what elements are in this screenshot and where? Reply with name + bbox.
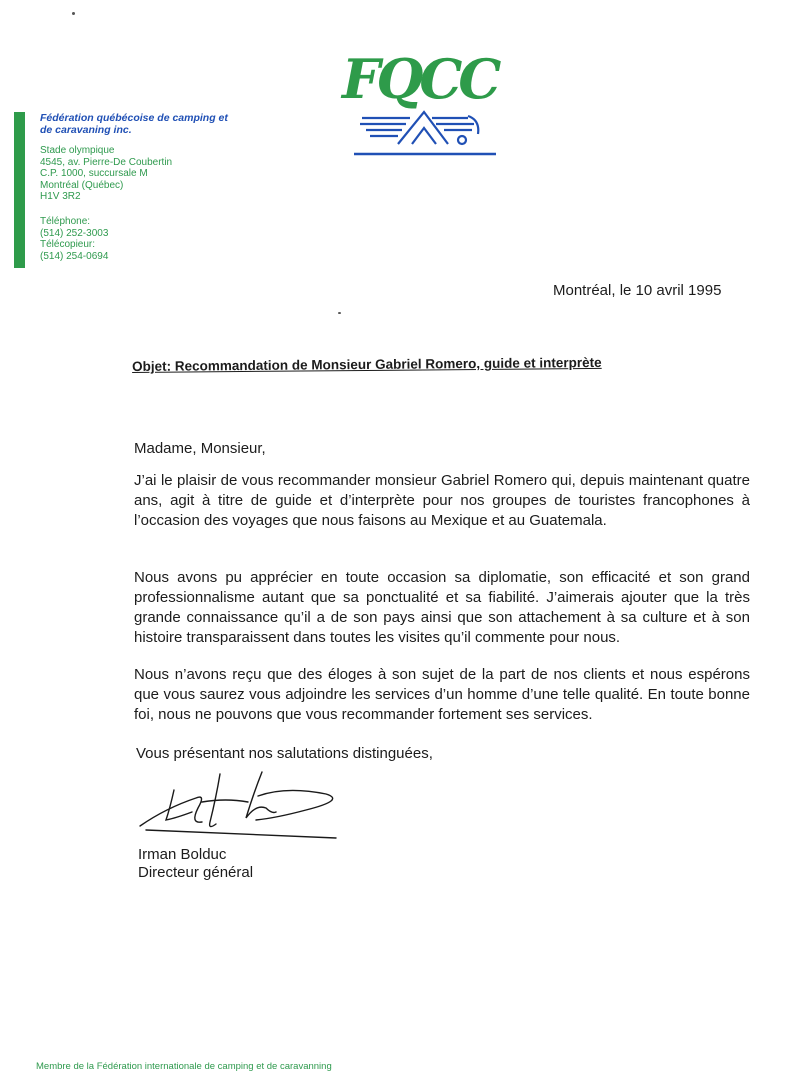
letter-subject: Objet: Recommandation de Monsieur Gabriel Romero, guide et interprète bbox=[132, 354, 602, 374]
letter-paragraph: J’ai le plaisir de vous recommander monsieur Gabriel Romero qui, depuis maintenant quatre ans, agit à titre de guide et d’interprète pour nos groupes de touristes francophones à l’occasion des voyages que nous faisons au Mexique et au Guatemala. bbox=[134, 472, 750, 529]
svg-text:FQCC: FQCC bbox=[342, 47, 498, 111]
letter-closing: Vous présentant nos salutations distinguées, bbox=[136, 745, 433, 762]
org-contact bbox=[40, 216, 300, 262]
signer-name: Irman Bolduc bbox=[138, 846, 227, 863]
scan-speck bbox=[338, 312, 341, 314]
org-name: Fédération québécoise de camping et de caravaning inc. bbox=[40, 112, 228, 136]
letter-footer: Membre de la Fédération internationale de camping et de caravanning bbox=[36, 1061, 332, 1072]
letter-salutation: Madame, Monsieur, bbox=[134, 440, 266, 457]
signer-title: Directeur général bbox=[138, 864, 254, 881]
address-line: H1V 3R2 bbox=[40, 191, 81, 203]
fax-number: (514) 254-0694 bbox=[40, 250, 109, 262]
letterhead-org-block bbox=[40, 112, 300, 262]
address-line: Montréal (Québec) bbox=[40, 179, 124, 191]
letter-paragraph: Nous n’avons reçu que des éloges à son sujet de la part de nos clients et nous espérons que vous saurez vous adjoindre les services d’un homme d’une telle qualité. En toute bonne foi, nous ne pouvons que vous recommander fortement ses services. bbox=[134, 666, 750, 723]
fqcc-logo bbox=[340, 40, 510, 160]
scan-speck bbox=[72, 12, 75, 15]
letterhead-green-bar bbox=[14, 112, 25, 268]
address-line: 4545, av. Pierre-De Coubertin bbox=[40, 156, 173, 168]
org-address bbox=[40, 145, 300, 203]
fax-label: Télécopieur: bbox=[40, 239, 96, 251]
phone-number: (514) 252-3003 bbox=[40, 227, 109, 239]
letter-date: Montréal, le 10 avril 1995 bbox=[553, 282, 722, 299]
address-line: Stade olympique bbox=[40, 145, 115, 156]
letter-paragraph: Nous avons pu apprécier en toute occasion sa diplomatie, son efficacité et son grand professionnalisme autant que sa ponctualité et sa fiabilité. J’aimerais ajouter que la très grande connaissance qu’il a de son pays ainsi que son attachement à sa culture et à son histoire transparaissent dans toutes les visites qu’il commente pour nous. bbox=[134, 569, 750, 646]
address-line: C.P. 1000, succursale M bbox=[40, 168, 148, 180]
handwritten-signature bbox=[136, 768, 346, 843]
phone-label: Téléphone: bbox=[40, 215, 91, 227]
